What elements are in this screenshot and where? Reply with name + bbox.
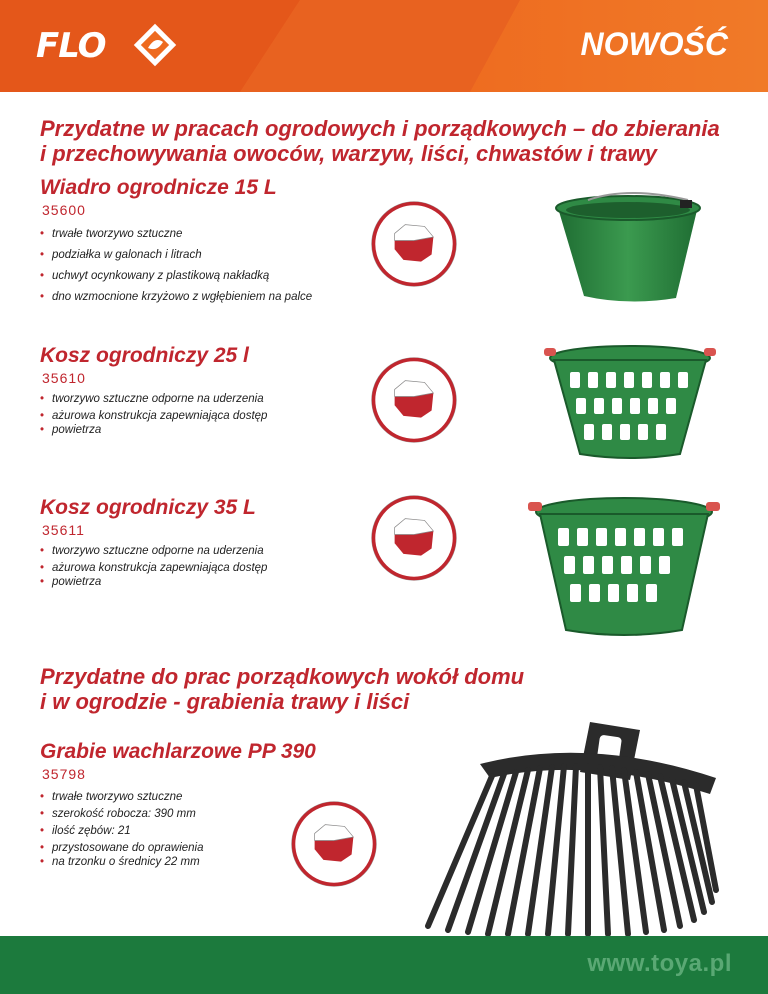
polish-product-stamp (290, 800, 378, 888)
product-title-basket-35: Kosz ogrodniczy 35 L (40, 496, 256, 519)
section2-heading (40, 664, 524, 714)
feature-item: • ilość zębów: 21 (40, 824, 204, 838)
product-code-bucket: 35600 (42, 202, 86, 218)
page-header (0, 0, 768, 100)
feature-item: • dno wzmocnione krzyżowo z wgłębieniem na palce (40, 289, 312, 305)
product-code-basket-25: 35610 (42, 370, 86, 386)
section1-heading-line2: i przechowywania owoców, warzyw, liści, chwastów i trawy (40, 141, 657, 166)
product-title-bucket: Wiadro ogrodnicze 15 L (40, 176, 277, 199)
fan-rake-image (420, 716, 720, 936)
feature-item-continued: • na trzonku o średnicy 22 mm (40, 855, 204, 869)
feature-item-continued: • powietrza (40, 423, 267, 437)
features-rake (40, 790, 204, 872)
new-badge: NOWOŚĆ (580, 26, 728, 62)
features-basket-35 (40, 544, 267, 592)
feature-item: • trwałe tworzywo sztuczne (40, 790, 204, 804)
logo-text: FLO (36, 26, 106, 66)
section1-heading-line1: Przydatne w pracach ogrodowych i porządkowych – do zbierania (40, 116, 720, 141)
product-title-basket-25: Kosz ogrodniczy 25 l (40, 344, 249, 367)
flo-logo (36, 22, 186, 72)
polish-product-stamp (370, 200, 458, 288)
feature-item: • podziałka w galonach i litrach (40, 247, 312, 263)
feature-item: • uchwyt ocynkowany z plastikową nakładką (40, 268, 312, 284)
flo-leaf-icon (132, 22, 178, 68)
feature-item: • tworzywo sztuczne odporne na uderzenia (40, 392, 267, 406)
feature-item: • przystosowane do oprawienia (40, 841, 204, 855)
feature-item: • szerokość robocza: 390 mm (40, 807, 204, 821)
product-code-basket-35: 35611 (42, 522, 85, 538)
page-footer (0, 936, 768, 994)
product-code-rake: 35798 (42, 766, 86, 782)
feature-item: • ażurowa konstrukcja zapewniająca dostęp (40, 561, 267, 575)
garden-basket-35-image (524, 490, 724, 640)
website-link[interactable]: www.toya.pl (587, 950, 732, 977)
feature-item-continued: • powietrza (40, 575, 267, 589)
features-basket-25 (40, 392, 267, 440)
section2-heading-line1: Przydatne do prac porządkowych wokół domu (40, 664, 525, 689)
feature-item: • tworzywo sztuczne odporne na uderzenia (40, 544, 267, 558)
feature-item: • trwałe tworzywo sztuczne (40, 226, 312, 242)
polish-product-stamp (370, 356, 458, 444)
product-title-rake: Grabie wachlarzowe PP 390 (40, 740, 316, 763)
features-bucket (40, 226, 312, 310)
feature-item: • ażurowa konstrukcja zapewniająca dostęp (40, 409, 267, 423)
polish-product-stamp (370, 494, 458, 582)
garden-bucket-image (548, 186, 718, 306)
section1-heading (40, 116, 720, 166)
garden-basket-25-image (540, 338, 720, 460)
section2-heading-line2: i w ogrodzie - grabienia trawy i liści (40, 689, 410, 714)
